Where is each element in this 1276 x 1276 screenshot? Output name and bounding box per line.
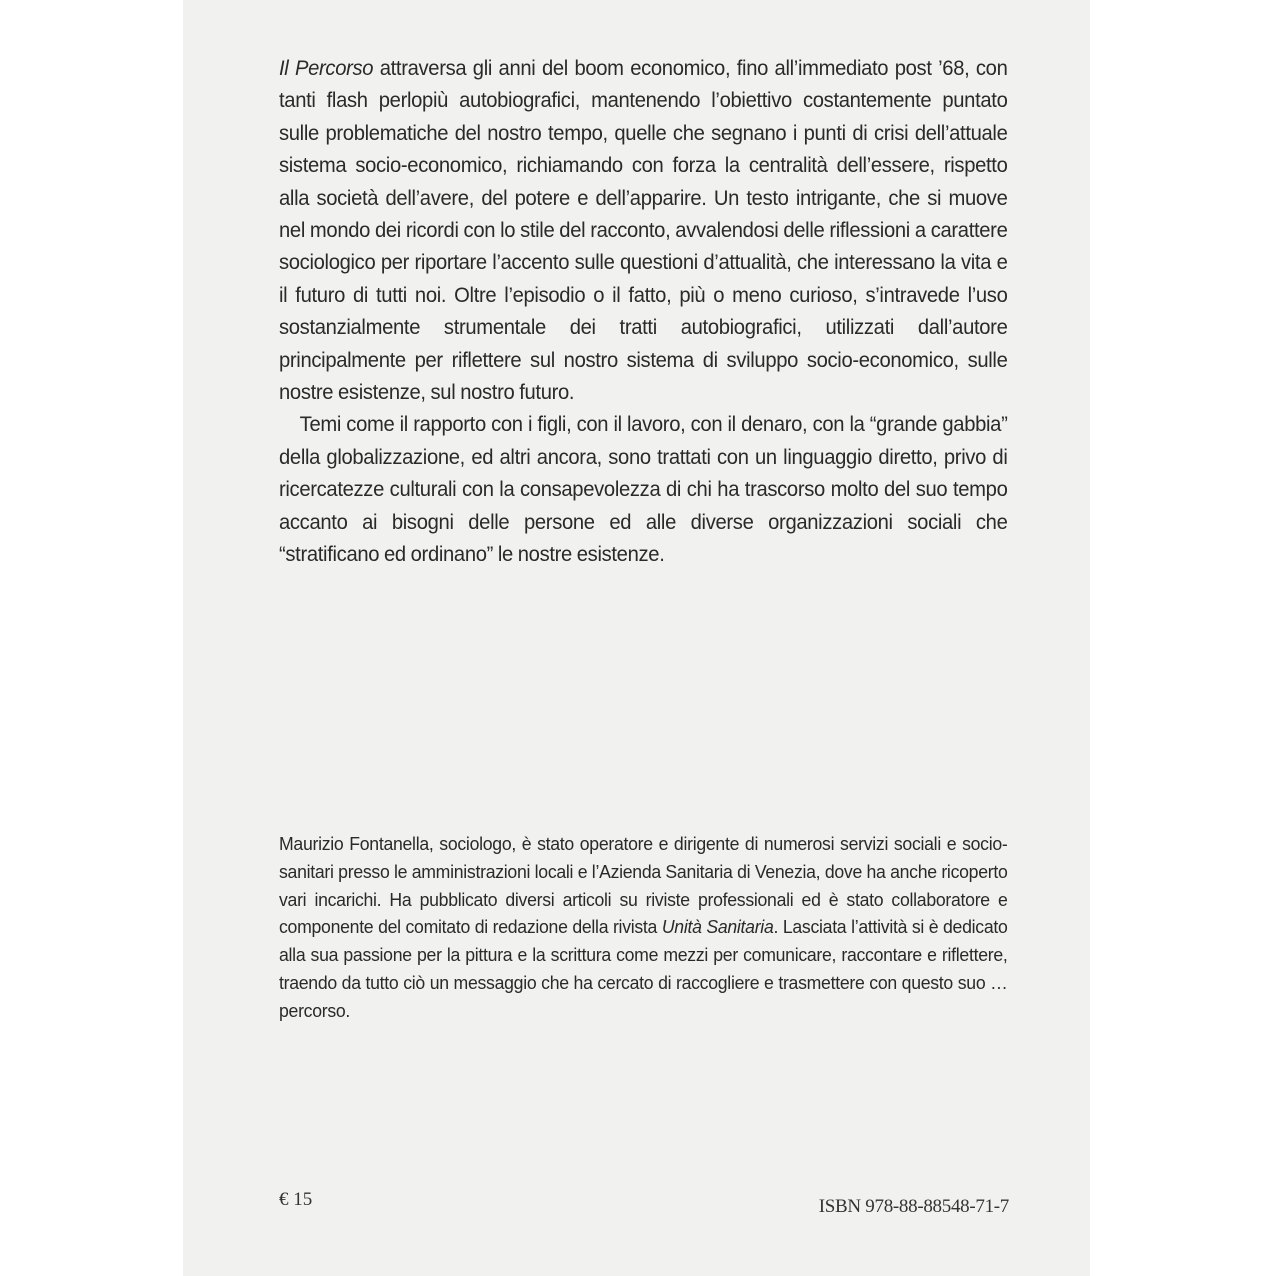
blurb-text — [279, 52, 1008, 571]
blurb-paragraph-2: Temi come il rapporto con i figli, con il lavoro, con il denaro, con la “grande gabbia” della globalizzazione, ed altri ancora, sono trattati con un linguaggio diretto, privo di ricercatezze culturali con la consapevolezza di chi ha trascorso molto del suo tempo accanto ai bisogni delle persone ed alle diverse organizzazioni sociali che “stratificano ed ordinano” le nostre esistenze. — [279, 412, 1008, 567]
isbn-label: ISBN 978-88-88548-71-7 — [818, 1196, 1009, 1217]
journal-title: Unità Sanitaria — [661, 916, 774, 938]
price-label: € 15 — [279, 1189, 313, 1210]
author-bio-paragraph — [279, 830, 1008, 1025]
blurb-paragraph-1-text: attraversa gli anni del boom economico, fino all’immediato post ’68, con tanti flash perlopiù autobiografici, mantenendo l’obiettivo costantemente puntato sulle problematiche del nostro tempo, quelle che segnano i punti di crisi dell’attuale sistema socio-economico, richiamando con forza la centralità dell’essere, rispetto alla società dell’avere, del potere e dell’apparire. Un testo intrigante, che si muove nel mondo dei ricordi con lo stile del racconto, avvalendosi delle riflessioni a carattere sociologico per riportare l’accento sulle questioni d’attualità, che interessano la vita e il futuro di tutti noi. Oltre l’episodio o il fatto, più o meno curioso, s’intravede l’uso sostanzialmente strumentale dei tratti autobiografici, utilizzati dall’autore principalmente per riflettere sul nostro sistema di sviluppo socio-economico, sulle nostre esistenze, sul nostro futuro. — [279, 56, 1008, 405]
author-bio — [279, 830, 1008, 1025]
author-bio-text-before: Maurizio Fontanella, sociologo, è stato operatore e dirigente di numerosi servizi sociali e socio-sanitari presso le amministrazioni locali e l’Azienda Sanitaria di Venezia, dove ha anche ricoperto vari incarichi. Ha pubblicato diversi articoli su riviste professionali ed è stato collaboratore e componente del comitato di redazione della rivista — [279, 833, 1008, 938]
author-bio-text-after: . Lasciata l’attività si è dedicato alla sua passione per la pittura e la scrittura come mezzi per comunicare, raccontare e riflettere, traendo da tutto ciò un messaggio che ha cercato di raccogliere e trasmettere con questo suo … percorso. — [279, 916, 1008, 1021]
book-back-cover — [183, 0, 1090, 1276]
book-title: Il Percorso — [279, 56, 374, 80]
blurb-paragraph-1 — [279, 52, 1008, 408]
